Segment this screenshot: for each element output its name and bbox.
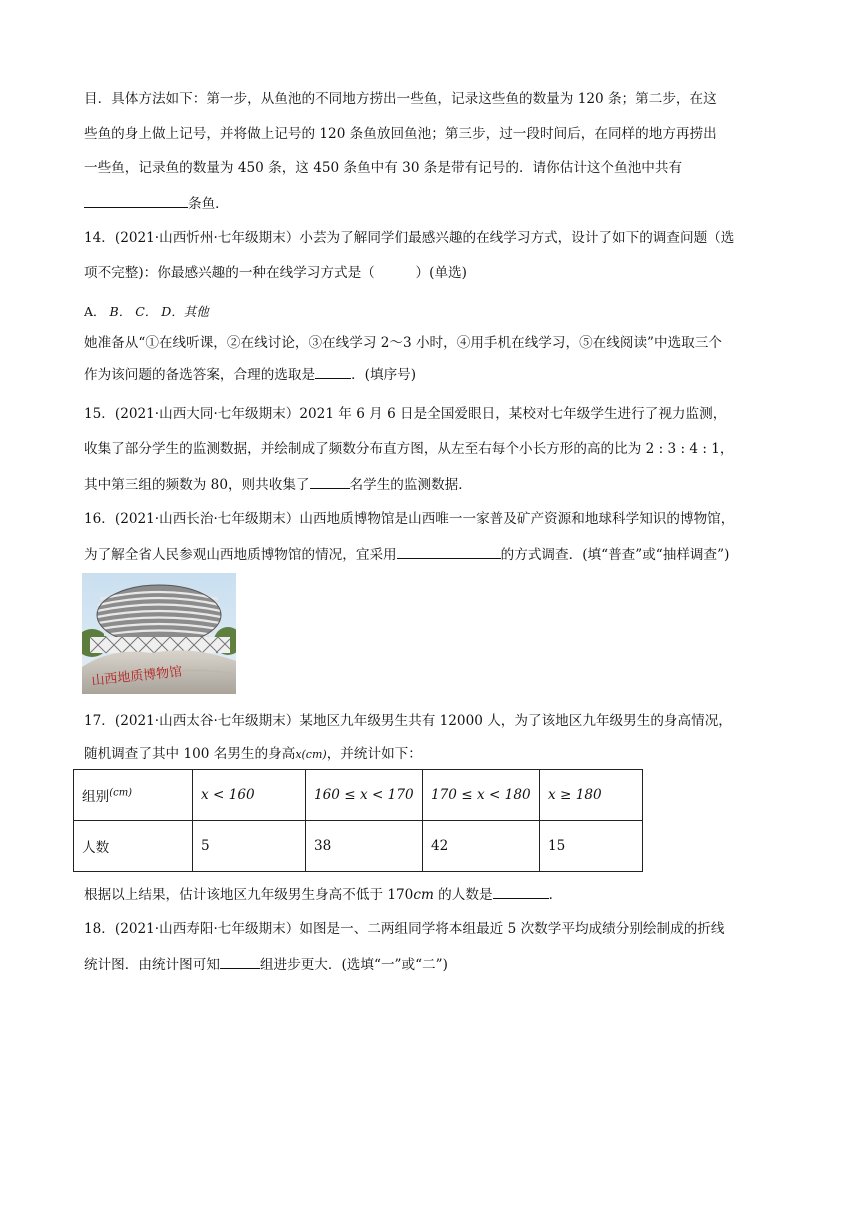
q13-line-4 [84,193,229,214]
q14-line-5-prefix: 作为该问题的备选答案，合理的选取是 [84,367,316,383]
q15-line-1: 15．(2021·山西大同·七年级期末）2021 年 6 月 6 日是全国爱眼日，某校对七年级学生进行了视力监测， [84,406,727,422]
museum-photo [82,573,236,694]
table-cell: 160 ≤ x < 170 [306,770,423,821]
q14-option-b: B． [109,304,132,319]
q18-line-2-suffix: 组进步更大．(选填“一”或“二”) [259,957,448,973]
museum-photo-caption: 山西地质博物馆 [90,664,183,689]
q13-line-4-suffix: 条鱼． [188,196,229,212]
q16-line-2-suffix: 的方式调查．(填“普查”或“抽样调查”) [500,547,730,563]
q14-line-5-suffix: ．(填序号) [351,367,417,383]
q14-options [84,302,209,322]
q17-line-3-prefix: 根据以上结果，估计该地区九年级男生身高不低于 170 [84,887,414,903]
q15-line-2: 收集了部分学生的监测数据，并绘制成了频数分布直方图，从左至右每个小长方形的高的比为 2 : 3 : 4 : 1， [84,441,734,457]
table-header-cell [74,770,193,821]
q18-line-1: 18．(2021·山西寿阳·七年级期末）如图是一、二两组同学将本组最近 5 次数学平均成绩分别绘制成的折线 [84,921,725,937]
q15-line-3-prefix: 其中第三组的频数为 80，则共收集了 [84,477,310,493]
q16-line-2-prefix: 为了解全省人民参观山西地质博物馆的情况，宜采用 [84,547,397,563]
q17-line-3 [84,884,562,905]
table-cell: 5 [193,821,306,872]
table-cell: x < 160 [193,770,306,821]
q14-option-d: D．其他 [161,304,209,319]
q14-line-4: 她准备从“①在线听课，②在线讨论，③在线学习 2～3 小时，④用手机在线学习，⑤在线阅读”中选取三个 [84,335,722,351]
answer-blank[interactable] [397,544,501,559]
q17-variable: x(cm) [295,748,327,761]
q14-line-5 [84,364,416,385]
answer-blank[interactable] [220,954,260,969]
table-cell: 42 [423,821,540,872]
q14-option-c: C． [135,304,158,319]
q17-line-2-prefix: 随机调查了其中 100 名男生的身高 [84,746,296,762]
q14-line-2: 项不完整)：你最感兴趣的一种在线学习方式是（ ）(单选) [84,265,467,281]
answer-blank[interactable] [310,474,350,489]
q17-line-3-mid: 的人数是 [433,887,493,903]
q18-line-2 [84,954,448,975]
table-cell: x ≥ 180 [540,770,643,821]
q13-line-1: 目．具体方法如下：第一步，从鱼池的不同地方捞出一些鱼，记录这些鱼的数量为 120 条；第二步，在这 [84,91,717,107]
q17-line-2 [84,744,422,765]
group-label: 组别 [82,789,110,805]
table-row [74,821,643,872]
table-row [74,770,643,821]
answer-blank[interactable] [84,193,188,208]
q17-line-3-unit: cm [413,887,434,903]
count-label-cell: 人数 [74,821,193,872]
q13-line-2: 些鱼的身上做上记号，并将做上记号的 120 条鱼放回鱼池；第三步，过一段时间后，在同样的地方再捞出 [84,126,717,142]
table-cell: 170 ≤ x < 180 [423,770,540,821]
q17-line-2-suffix: ，并统计如下： [326,746,422,762]
q16-line-1: 16．(2021·山西长治·七年级期末）山西地质博物馆是山西唯一一家普及矿产资源和地球科学知识的博物馆， [84,511,735,527]
q13-line-3: 一些鱼，记录鱼的数量为 450 条，这 450 条鱼中有 30 条是带有记号的．请你估计这个鱼池中共有 [84,160,683,176]
table-cell: 38 [306,821,423,872]
q17-line-3-suffix: ． [548,887,563,903]
group-unit: (cm) [109,787,133,799]
q15-line-3 [84,474,472,495]
q16-line-2 [84,544,729,565]
q15-line-3-suffix: 名学生的监测数据． [349,477,472,493]
museum-photo-image [82,573,236,694]
q17-line-1: 17．(2021·山西太谷·七年级期末）某地区九年级男生共有 12000 人，为了该地区九年级男生的身高情况， [84,713,732,729]
q18-line-2-prefix: 统计图．由统计图可知 [84,957,220,973]
q14-line-1: 14．(2021·山西忻州·七年级期末）小芸为了解同学们最感兴趣的在线学习方式，设计了如下的调查问题（选 [84,230,735,246]
table-cell: 15 [540,821,643,872]
answer-blank[interactable] [493,884,549,899]
answer-blank[interactable] [315,364,351,379]
q14-option-a: A． [84,304,106,319]
height-frequency-table [73,769,643,872]
